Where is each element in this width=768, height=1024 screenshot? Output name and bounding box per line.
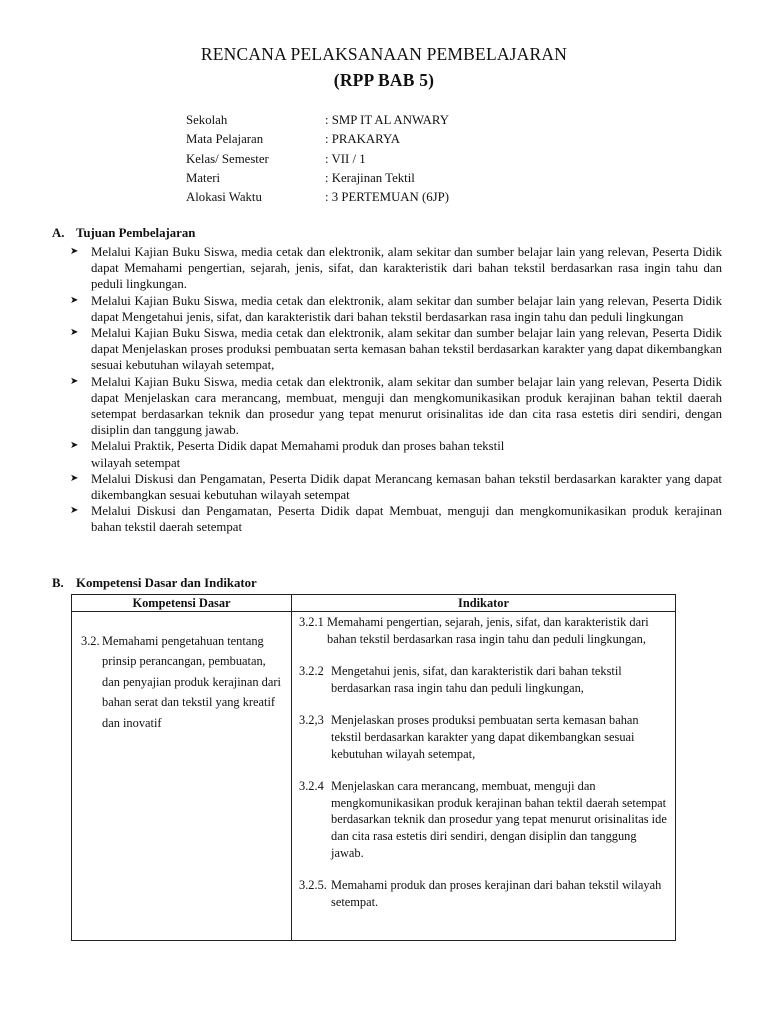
indicator-text: Memahami produk dan proses kerajinan dari bahan tekstil wilayah setempat. [331,878,662,909]
section-letter: A. [52,226,65,240]
indicator-number: 3.2.5. [299,878,327,893]
indicator-number: 3.2.2 [299,664,324,679]
section-a-heading [52,226,195,241]
info-row-alokasi-waktu [186,190,449,209]
info-value: : Kerajinan Tektil [325,170,415,185]
column-header-kompetensi-dasar: Kompetensi Dasar [132,596,231,610]
arrowhead-bullet-icon: ➤ [70,246,79,257]
info-row-mata-pelajaran [186,132,449,151]
indicator-number: 3.2.1 [299,615,324,629]
info-value: : VII / 1 [325,151,366,166]
list-item-text: Melalui Kajian Buku Siswa, media cetak dan elektronik, alam sekitar dan sumber belajar lain yang relevan, Peserta Didik dapat Mengetahui jenis, sifat, dan karakteristik dari bahan tekstil berdasarkan rasa ingin tahu dan peduli lingkungan [91,293,722,324]
list-item [70,471,722,503]
section-title: Kompetensi Dasar dan Indikator [76,576,257,590]
indicator-text: Menjelaskan cara merancang, membuat, menguji dan mengkomunikasikan produk kerajinan bahan tektil daerah setempat berdasarkan teknik dan prosedur yang tepat menurut orisinalitas ide dan cita rasa estetis diri sendiri, dengan disiplin dan tanggung jawab. [331,779,667,860]
indicator-text: Menjelaskan proses produksi pembuatan serta kemasan bahan tekstil berdasarkan karakter yang dapat dikembangkan sesuai kebutuhan wilayah setempat, [331,713,639,761]
arrowhead-bullet-icon: ➤ [70,294,79,306]
column-header-indikator: Indikator [458,596,509,610]
indicator-text: Mengetahui jenis, sifat, dan karakteristik dari bahan tekstil berdasarkan rasa ingin tahu dan peduli lingkungan, [331,664,622,695]
header-divider [72,611,675,612]
section-b-heading [52,576,257,591]
list-item [70,293,722,325]
indicator-cell [299,614,667,926]
competency-table [71,594,676,941]
list-item [70,503,722,535]
list-item-text: Melalui Praktik, Peserta Didik dapat Memahami produk dan proses bahan tekstil wilayah setempat [91,439,505,470]
list-item [70,325,722,374]
learning-objectives-list [70,244,722,536]
kd-text: Memahami pengetahuan tentang prinsip perancangan, pembuatan, dan penyajian produk kerajinan dari bahan serat dan tekstil yang kreatif dan inovatif [102,634,281,730]
indicator-number: 3.2.4 [299,779,324,794]
list-item [70,438,722,470]
document-subtitle: (RPP BAB 5) [333,70,435,90]
arrowhead-bullet-icon: ➤ [70,327,79,339]
kd-number: 3.2. [81,634,100,648]
document-title: RENCANA PELAKSANAAN PEMBELAJARAN [200,44,568,64]
list-item-text: Melalui Kajian Buku Siswa, media cetak dan elektronik, alam sekitar dan sumber belajar lain yang relevan, Peserta Didik dapat Menjelaskan proses produksi pembuatan serta kemasan bahan tekstil berdasarkan karakter yang dapat dikembangkan sesuai kebutuhan wilayah setempat, [91,326,722,373]
indicator-number: 3.2,3 [299,713,324,728]
indicator-item [299,663,667,696]
list-item-text: Melalui Diskusi dan Pengamatan, Peserta Didik dapat Merancang kemasan bahan tekstil berdasarkan karakter yang dapat dikembangkan sesuai kebutuhan wilayah setempat [91,471,722,503]
indicator-item [299,778,667,861]
identity-block [186,113,449,209]
info-row-sekolah [186,113,449,132]
list-item-text: Melalui Diskusi dan Pengamatan, Peserta Didik dapat Membuat, menguji dan mengkomunikasikan produk kerajinan bahan tekstil daerah setempat [91,504,722,535]
indicator-text: Memahami pengertian, sejarah, jenis, sifat, dan karakteristik dari bahan tekstil berdasarkan rasa ingin tahu dan peduli lingkungan, [327,615,649,646]
info-label: Mata Pelajaran [186,132,264,147]
info-label: Kelas/ Semester [186,151,269,166]
info-value: : PRAKARYA [325,132,401,147]
list-item-text: Melalui Kajian Buku Siswa, media cetak dan elektronik, alam sekitar dan sumber belajar lain yang relevan, Peserta Didik dapat Menjelaskan cara merancang, membuat, menguji dan mengkomunikasikan produk kerajinan bahan tektil daerah setempat berdasarkan teknik dan prosedur yang tepat menurut orisinalitas ide dan cita rasa estetis diri sendiri, dengan disiplin dan tanggung jawab. [91,374,722,438]
info-value: : 3 PERTEMUAN (6JP) [325,190,450,205]
section-letter: B. [52,576,64,590]
info-label: Sekolah [186,113,228,127]
indicator-item [299,614,667,647]
arrowhead-bullet-icon: ➤ [70,472,79,484]
kd-cell [81,631,286,733]
info-label: Materi [186,170,221,185]
arrowhead-bullet-icon: ➤ [70,440,79,452]
column-divider [291,595,292,940]
indicator-item [299,712,667,762]
list-item [70,374,722,439]
info-label: Alokasi Waktu [186,190,262,205]
info-row-materi [186,171,449,190]
arrowhead-bullet-icon: ➤ [70,505,79,517]
list-item-text: Melalui Kajian Buku Siswa, media cetak dan elektronik, alam sekitar dan sumber belajar lain yang relevan, Peserta Didik dapat Memahami pengertian, sejarah, jenis, sifat, dan karakteristik dari bahan tekstil berdasarkan rasa ingin tahu dan peduli lingkungan. [91,245,722,292]
indicator-item [299,877,667,910]
arrowhead-bullet-icon: ➤ [70,375,79,387]
list-item [70,244,722,293]
info-value: : SMP IT AL ANWARY [325,113,449,127]
section-title: Tujuan Pembelajaran [76,226,196,240]
info-row-kelas-semester [186,152,449,171]
